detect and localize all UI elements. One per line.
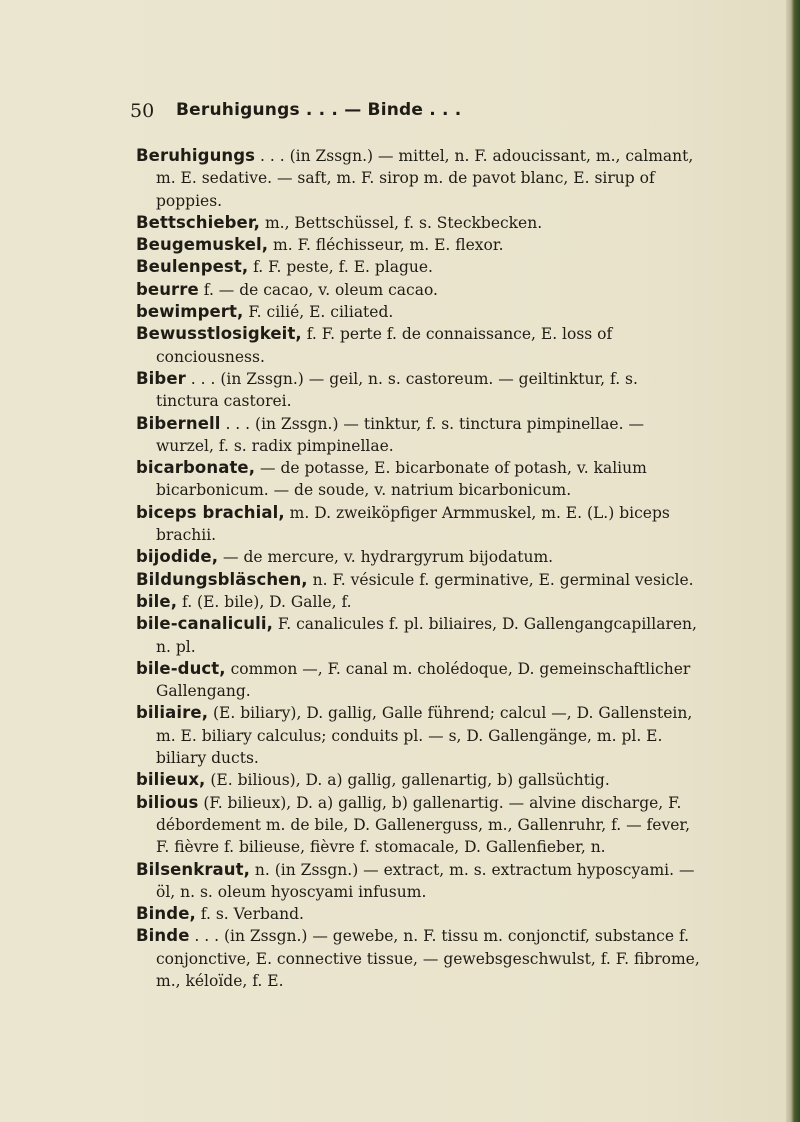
- headword: bile,: [136, 591, 178, 611]
- dictionary-entry: [136, 591, 701, 613]
- running-head: Beruhigungs . . . — Binde . . .: [176, 100, 462, 120]
- entry-text: f. — de cacao, v. oleum cacao.: [198, 280, 438, 299]
- headword: Bilsenkraut,: [136, 859, 250, 879]
- dictionary-entry: [136, 256, 701, 278]
- dictionary-entry: [136, 413, 701, 458]
- dictionary-entry: [136, 546, 701, 568]
- headword: biceps brachial,: [136, 502, 285, 522]
- dictionary-entry: [136, 769, 701, 791]
- dictionary-entry: [136, 301, 701, 323]
- entry-text: F. cilié, E. ciliated.: [243, 303, 394, 322]
- dictionary-entry: [136, 212, 701, 234]
- entry-text: n. F. vésicule f. germinative, E. germinal vesicle.: [307, 570, 694, 589]
- entry-text: F. canalicules f. pl. biliaires, D. Gallengangcapillaren, n. pl.: [156, 615, 697, 656]
- dictionary-entry: [136, 145, 701, 212]
- headword: Binde,: [136, 904, 196, 924]
- headword: biliaire,: [136, 703, 209, 723]
- headword: Bibernell: [136, 413, 221, 433]
- entry-text: n. (in Zssgn.) — extract, m. s. extractum hyposcyami. — öl, n. s. oleum hyoscyami infusum.: [156, 860, 695, 901]
- entry-text: f. s. Verband.: [195, 905, 304, 924]
- entry-text: (F. bilieux), D. a) gallig, b) gallenartig. — alvine discharge, F. débordement m. de bile, D. Gallenerguss, m., Gallenruhr, f. — fever, F. fièvre f. bilieuse, fièvre f. stomacale, D. Gallenfieber, n.: [156, 793, 691, 857]
- dictionary-entries: [136, 145, 701, 992]
- entry-text: m., Bettschüssel, f. s. Steckbecken.: [260, 213, 543, 232]
- dictionary-entry: [136, 569, 701, 591]
- headword: bilious: [136, 792, 199, 812]
- entry-text: f. (E. bile), D. Galle, f.: [177, 592, 352, 611]
- dictionary-entry: [136, 234, 701, 256]
- headword: Beugemuskel,: [136, 235, 269, 255]
- dictionary-entry: [136, 925, 701, 992]
- dictionary-entry: [136, 457, 701, 502]
- entry-text: (E. biliary), D. gallig, Galle führend; calcul —, D. Gallenstein, m. E. biliary calculus; conduits pl. — s, D. Gallengänge, m. pl. E. biliary ducts.: [156, 704, 693, 768]
- entry-text: common —, F. canal m. cholédoque, D. gemeinschaftlicher Gallengang.: [156, 659, 691, 701]
- entry-text: — de potasse, E. bicarbonate of potash, v. kalium bicarbonicum. — de soude, v. natrium bicarbonicum.: [156, 459, 647, 500]
- dictionary-entry: [136, 613, 701, 658]
- entry-text: . . . (in Zssgn.) — tinktur, f. s. tinctura pimpinellae. — wurzel, f. s. radix pimpinellae.: [156, 414, 644, 455]
- entry-text: (E. bilious), D. a) gallig, gallenartig, b) gallsüchtig.: [205, 771, 610, 790]
- headword: bile-canaliculi,: [136, 614, 273, 634]
- dictionary-entry: [136, 658, 701, 703]
- entry-text: . . . (in Zssgn.) — gewebe, n. F. tissu m. conjonctif, substance f. conjonctive, E. connective tissue, — gewebsgeschwulst, f. F. fibrome, m., kéloïde, f. E.: [156, 927, 700, 990]
- dictionary-entry: [136, 279, 701, 301]
- headword: bilieux,: [136, 770, 206, 790]
- headword: Bewusstlosigkeit,: [136, 324, 302, 344]
- headword: bewimpert,: [136, 302, 244, 322]
- page-header: [130, 100, 690, 126]
- entry-text: m. D. zweiköpfiger Armmuskel, m. E. (L.) biceps brachii.: [156, 503, 670, 545]
- entry-text: m. F. fléchisseur, m. E. flexor.: [268, 236, 504, 255]
- dictionary-entry: [136, 502, 701, 547]
- dictionary-entry: [136, 702, 701, 769]
- headword: Biber: [136, 368, 186, 388]
- headword: Beruhigungs: [136, 146, 256, 165]
- headword: bicarbonate,: [136, 458, 256, 478]
- dictionary-entry: [136, 903, 701, 925]
- headword: Bildungsbläschen,: [136, 569, 308, 589]
- entry-text: f. F. peste, f. E. plague.: [248, 258, 433, 277]
- headword: beurre: [136, 279, 199, 299]
- dictionary-entry: [136, 323, 701, 368]
- entry-text: — de mercure, v. hydrargyrum bijodatum.: [218, 548, 554, 567]
- dictionary-entry: [136, 859, 701, 904]
- entry-text: . . . (in Zssgn.) — mittel, n. F. adoucissant, m., calmant, m. E. sedative. — saft, m. F. sirop m. de pavot blanc, E. sirup of poppies.: [156, 147, 694, 210]
- headword: bile-duct,: [136, 658, 226, 678]
- headword: Beulenpest,: [136, 257, 249, 277]
- dictionary-entry: [136, 368, 701, 413]
- headword: Binde: [136, 926, 190, 946]
- page-number: 50: [130, 100, 155, 122]
- headword: Bettschieber,: [136, 212, 261, 232]
- entry-text: . . . (in Zssgn.) — geil, n. s. castoreum. — geiltinktur, f. s. tinctura castorei.: [156, 369, 638, 411]
- headword: bijodide,: [136, 547, 219, 567]
- book-edge: [786, 0, 800, 1122]
- entry-text: f. F. perte f. de connaissance, E. loss of conciousness.: [156, 325, 613, 366]
- dictionary-entry: [136, 792, 701, 859]
